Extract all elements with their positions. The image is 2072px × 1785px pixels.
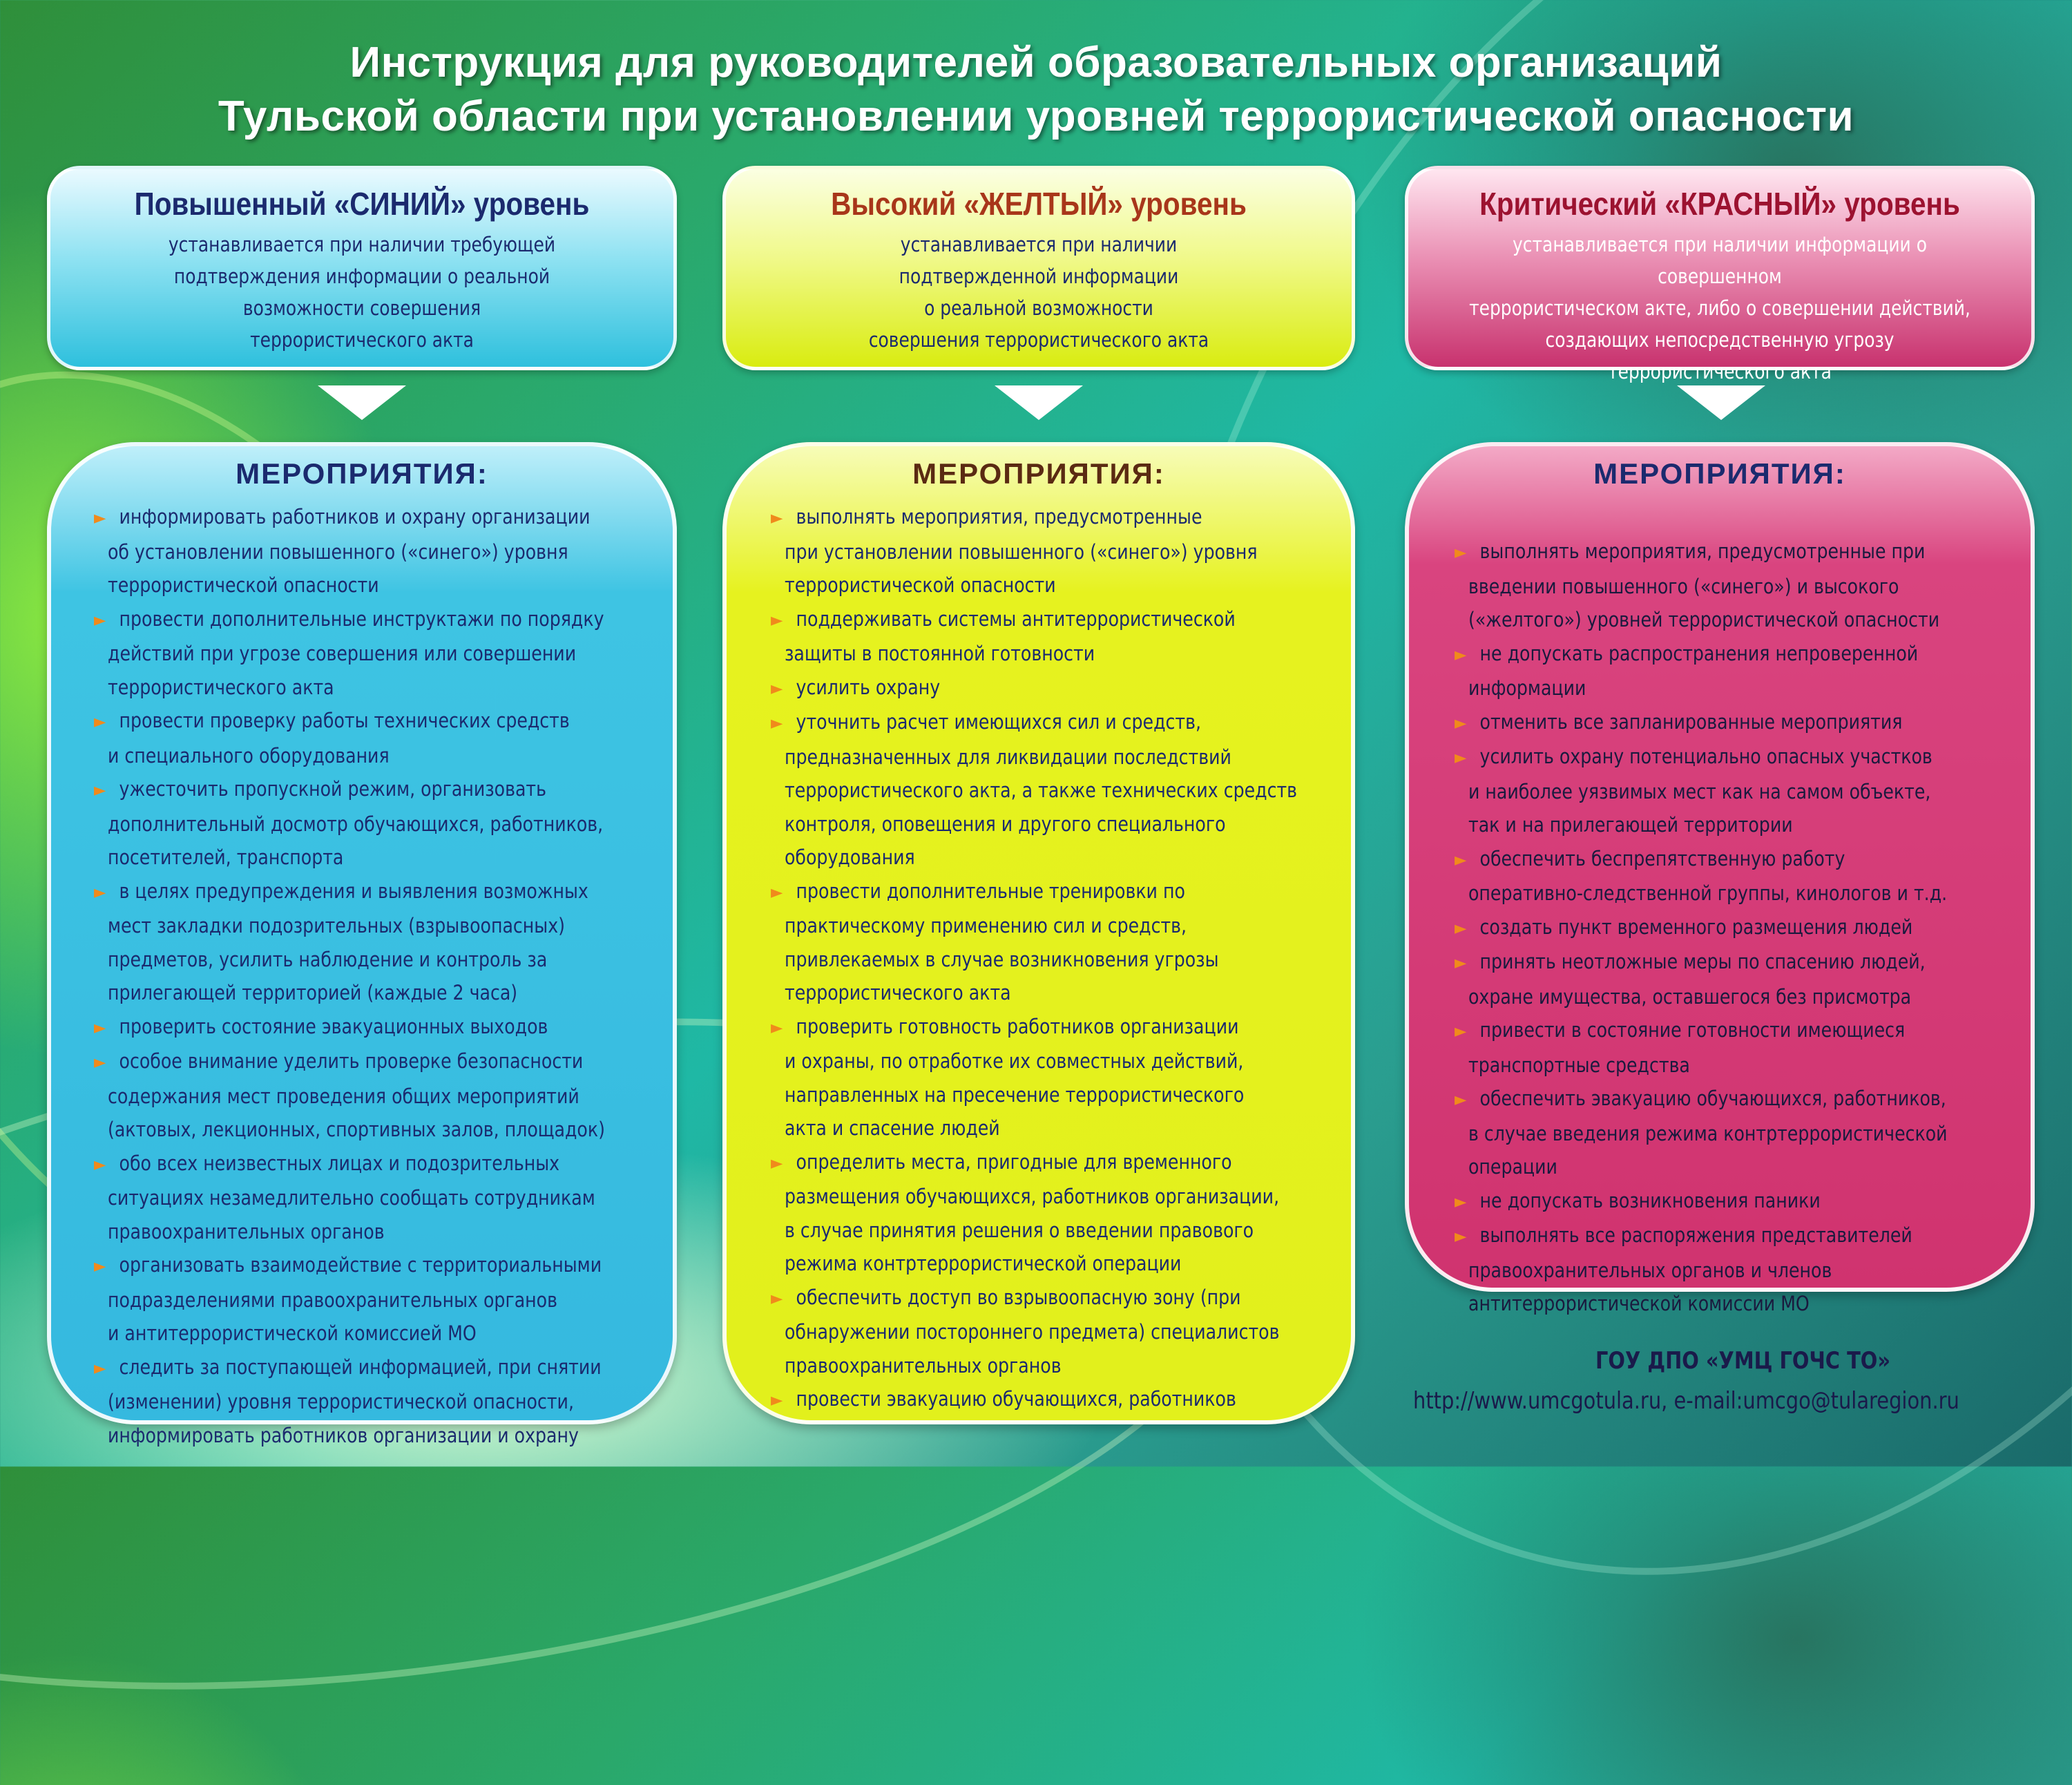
measure-item-continuation (108, 1385, 672, 1419)
measure-text: контроля, оповещения и другого специального (785, 812, 1226, 836)
footer-contacts: http://www.umcgotula.ru, e-mail:umcgo@tularegion.ru (1413, 1387, 1959, 1415)
level-header-blue (47, 166, 677, 370)
measure-item-continuation (785, 1044, 1350, 1078)
measure-item (771, 1145, 1336, 1181)
measure-item (1455, 637, 2016, 672)
measure-item (94, 1147, 658, 1182)
bullet-arrow-icon: ► (771, 713, 783, 734)
measure-item-continuation (1468, 1287, 2030, 1321)
measure-item-continuation (785, 943, 1350, 977)
measure-text: правоохранительных органов и членов (1468, 1258, 1832, 1282)
measure-item (1455, 910, 2016, 946)
measures-list-red (1455, 535, 2031, 1321)
measure-text: обо всех неизвестных лицах и подозрительных (119, 1151, 560, 1175)
level-desc-line: устанавливается при наличии информации о совершенном (1513, 233, 1927, 288)
measure-item (94, 500, 658, 535)
measure-item-continuation (108, 637, 672, 671)
measure-text: террористического акта (108, 675, 334, 699)
measure-item-continuation (108, 808, 672, 841)
measure-text: усилить охрану (796, 675, 941, 699)
measure-item-continuation (785, 741, 1350, 774)
measure-item-continuation (108, 671, 672, 705)
measure-text: содержания мест проведения общих мероприятий (108, 1084, 579, 1108)
bullet-arrow-icon: ► (94, 1256, 106, 1277)
measure-text: террористического акта (785, 981, 1011, 1004)
measure-text: проверить состояние эвакуационных выходов (119, 1014, 548, 1038)
bullet-arrow-icon: ► (94, 1154, 106, 1175)
level-title-yellow: Высокий «ЖЕЛТЫЙ» уровень (831, 186, 1247, 222)
measure-text: практическому применению сил и средств, (785, 914, 1187, 937)
measure-text: правоохранительных органов (108, 1219, 385, 1243)
bullet-arrow-icon: ► (1455, 1089, 1467, 1110)
page-title (0, 36, 2072, 144)
measure-item (771, 500, 1336, 535)
level-title-red: Критический «КРАСНЫЙ» уровень (1479, 186, 1960, 222)
bullet-arrow-icon: ► (94, 609, 106, 631)
measure-text: ситуациях незамедлительно сообщать сотрудникам (108, 1186, 595, 1210)
measure-text: режима контртеррористической операции (785, 1252, 1182, 1275)
bullet-arrow-icon: ► (771, 1152, 783, 1174)
level-desc-blue (102, 229, 622, 356)
measure-item-continuation (108, 909, 672, 943)
measure-text: об установлении повышенного («синего») уровня (108, 540, 568, 564)
measures-list-blue (94, 500, 673, 1452)
measure-item-continuation (108, 841, 672, 875)
measure-item-continuation (785, 1315, 1350, 1349)
measure-item-continuation (108, 976, 672, 1010)
measure-item-continuation (785, 1214, 1350, 1248)
level-desc-line: совершения террористического акта (868, 328, 1209, 352)
measure-text: выполнять все распоряжения представителей (1479, 1223, 1912, 1247)
measure-text: провести проверку работы технических средств (119, 709, 570, 732)
measure-text: (изменении) уровня террористической опасности, (108, 1390, 574, 1413)
measure-item (94, 875, 658, 910)
measure-text: информировать работников и охрану организации (119, 505, 591, 528)
measure-item (94, 704, 658, 739)
measure-item-continuation (785, 774, 1350, 808)
arrow-down-icon (1677, 385, 1765, 420)
measure-text: организовать взаимодействие с территориальными (119, 1253, 602, 1277)
bullet-arrow-icon: ► (771, 609, 783, 631)
measure-item (94, 772, 658, 808)
measure-item (1455, 1184, 2016, 1219)
measure-text: поддерживать системы антитеррористической (796, 607, 1236, 631)
measure-item (1455, 535, 2016, 570)
measure-item-continuation (785, 841, 1350, 875)
bullet-arrow-icon: ► (1455, 1191, 1467, 1212)
measure-item-continuation (1468, 775, 2030, 809)
measure-item (1455, 842, 2016, 877)
measure-item-continuation (785, 1247, 1350, 1281)
measure-text: обнаружении постороннего предмета) специалистов (785, 1320, 1280, 1344)
measure-text: обеспечить беспрепятственную работу (1479, 846, 1845, 870)
bullet-arrow-icon: ► (94, 508, 106, 528)
measure-text: антитеррористической комиссии МО (1468, 1292, 1810, 1315)
measure-item (1455, 740, 2016, 775)
measure-text: провести дополнительные тренировки по (796, 879, 1185, 903)
measure-text: дополнительный досмотр обучающихся, работников, (108, 812, 604, 836)
measure-text: правоохранительных органов (785, 1353, 1062, 1377)
measure-item-continuation (1468, 1150, 2030, 1184)
measure-item (1455, 945, 2016, 980)
measure-item (771, 1281, 1336, 1316)
level-desc-line: устанавливается при наличии (900, 233, 1178, 256)
measure-text: террористического акта, а также технических средств (785, 779, 1298, 802)
bullet-arrow-icon: ► (1455, 712, 1467, 734)
measures-panel-red (1405, 442, 2035, 1315)
measure-text: отменить все запланированные мероприятия (1479, 709, 1903, 734)
measure-text: размещения обучающихся, работников организации, (785, 1185, 1280, 1208)
level-desc-line: устанавливается при наличии требующей (168, 233, 556, 256)
measure-text: информации (1468, 676, 1586, 700)
measure-text: выполнять мероприятия, предусмотренные (796, 505, 1202, 528)
level-header-yellow (722, 166, 1355, 370)
measure-text: проверить готовность работников организации (796, 1014, 1239, 1038)
bullet-arrow-icon: ► (771, 508, 783, 528)
bullet-arrow-icon: ► (1455, 953, 1467, 973)
title-line-2: Тульской области при установлении уровней террористической опасности (218, 93, 1854, 140)
measure-item (771, 1010, 1336, 1045)
measure-item (1455, 1219, 2016, 1254)
measure-item-continuation (785, 1180, 1350, 1214)
level-desc-line: террористического акта (1608, 360, 1832, 383)
bullet-arrow-icon: ► (1455, 542, 1467, 563)
measures-list-yellow (771, 500, 1351, 1418)
measure-text: уточнить расчет имеющихся сил и средств, (796, 710, 1201, 734)
title-line-1: Инструкция для руководителей образовательных организаций (349, 39, 1723, 86)
bullet-arrow-icon: ► (1455, 1021, 1467, 1042)
measure-item (771, 705, 1336, 741)
measure-item-continuation (108, 535, 672, 569)
measure-item-continuation (1468, 1117, 2030, 1151)
measure-item-continuation (785, 569, 1350, 602)
measure-item-continuation (108, 1113, 672, 1147)
measure-item-continuation (1468, 877, 2030, 910)
bullet-arrow-icon: ► (1455, 644, 1467, 665)
measure-text: и антитеррористической комиссией МО (108, 1321, 477, 1345)
measures-title-blue: МЕРОПРИЯТИЯ: (236, 457, 488, 490)
measure-text: информировать работников организации и охрану (108, 1423, 579, 1447)
measure-item (94, 1350, 658, 1386)
measure-item-continuation (108, 1317, 672, 1350)
measure-text: мест закладки подозрительных (взрывоопасных) (108, 914, 566, 937)
measure-text: оборудования (785, 846, 915, 869)
level-desc-line: подтвержденной информации (899, 265, 1179, 288)
measure-text: так и на прилегающей территории (1468, 813, 1793, 837)
measure-item (94, 1044, 658, 1080)
measure-text: ужесточить пропускной режим, организовать (119, 777, 547, 801)
measure-item-continuation (108, 1283, 672, 1317)
level-desc-yellow (778, 229, 1299, 356)
footer-org: ГОУ ДПО «УМЦ ГОЧС ТО» (1595, 1347, 1891, 1375)
measure-text: и наиболее уязвимых мест как на самом объекте, (1468, 779, 1931, 803)
measure-text: особое внимание уделить проверке безопасности (119, 1049, 584, 1073)
measure-item (771, 875, 1336, 910)
measure-text: обеспечить доступ во взрывоопасную зону (при (796, 1285, 1241, 1309)
measure-item (771, 1382, 1336, 1418)
measure-item-continuation (108, 1080, 672, 1114)
level-title-blue: Повышенный «СИНИЙ» уровень (134, 186, 590, 222)
measure-text: оперативно-следственной группы, кинологов и т.д. (1468, 881, 1948, 905)
measure-text: защиты в постоянной готовности (785, 642, 1095, 665)
measure-item-continuation (785, 808, 1350, 841)
measure-item (1455, 1082, 2016, 1117)
measure-text: при установлении повышенного («синего») уровня (785, 540, 1258, 564)
level-desc-red (1460, 229, 1979, 388)
measure-text: операции (1468, 1155, 1557, 1178)
measure-item-continuation (785, 909, 1350, 943)
measure-text: следить за поступающей информацией, при снятии (119, 1355, 602, 1379)
measure-text: охране имущества, оставшегося без присмотра (1468, 984, 1912, 1009)
measure-text: в случае принятия решения о введении правового (785, 1218, 1254, 1242)
measure-text: и специального оборудования (108, 743, 390, 767)
measure-item (771, 671, 1336, 706)
measure-item-continuation (1468, 808, 2030, 842)
measure-text: («желтого») уровней террористической опасности (1468, 608, 1940, 631)
bullet-arrow-icon: ► (1455, 747, 1467, 768)
measures-panel-blue (47, 442, 677, 1447)
bullet-arrow-icon: ► (94, 1052, 106, 1073)
bullet-arrow-icon: ► (1455, 1226, 1467, 1247)
measure-text: принять неотложные меры по спасению людей, (1479, 950, 1926, 973)
measure-item-continuation (108, 1215, 672, 1249)
level-desc-line: террористического акта (250, 328, 474, 352)
measure-item-continuation (1468, 671, 2030, 705)
measure-text: прилегающей территорией (каждые 2 часа) (108, 981, 518, 1004)
level-desc-line: подтверждения информации о реальной (173, 265, 550, 288)
bullet-arrow-icon: ► (94, 1357, 106, 1379)
measure-item-continuation (1468, 1254, 2030, 1288)
measure-item-continuation (785, 535, 1350, 569)
measure-item (94, 1010, 658, 1045)
bullet-arrow-icon: ► (771, 1017, 783, 1038)
measures-title-yellow: МЕРОПРИЯТИЯ: (912, 457, 1165, 490)
arrow-down-icon (318, 385, 406, 420)
measure-text: направленных на пресечение террористического (785, 1082, 1245, 1107)
level-desc-line: создающих непосредственную угрозу (1545, 328, 1894, 352)
level-desc-line: о реальной возможности (924, 296, 1153, 320)
measure-text: акта и спасение людей (785, 1116, 1000, 1140)
measure-text: подразделениями правоохранительных органов (108, 1288, 557, 1312)
measure-item-continuation (108, 1181, 672, 1215)
measure-text: в случае введения режима контртеррористической (1468, 1121, 1948, 1145)
measure-text: привлекаемых в случае возникновения угрозы (785, 947, 1219, 971)
measure-text: провести дополнительные инструктажи по порядку (119, 607, 604, 631)
measure-text: введении повышенного («синего») и высокого (1468, 574, 1899, 598)
level-header-red (1405, 166, 2035, 383)
measure-text: действий при угрозе совершения или совершении (108, 642, 577, 665)
measure-text: выполнять мероприятия, предусмотренные при (1479, 540, 1926, 563)
bullet-arrow-icon: ► (1455, 917, 1467, 939)
measure-item-continuation (785, 976, 1350, 1010)
measure-item (1455, 1013, 2016, 1049)
measure-item-continuation (1468, 603, 2030, 637)
measure-item (94, 602, 658, 638)
measure-text: в целях предупреждения и выявления возможных (119, 879, 588, 903)
measure-text: террористической опасности (785, 573, 1056, 597)
measure-text: провести эвакуацию обучающихся, работников (796, 1387, 1236, 1411)
measure-text: (актовых, лекционных, спортивных залов, площадок) (108, 1118, 605, 1141)
measure-text: предназначенных для ликвидации последствий (785, 745, 1231, 769)
measure-text: террористической опасности (108, 573, 379, 597)
arrow-down-icon (995, 385, 1083, 420)
bullet-arrow-icon: ► (94, 1017, 106, 1038)
bullet-arrow-icon: ► (771, 1390, 783, 1411)
measure-text: не допускать возникновения паники (1479, 1188, 1821, 1212)
bullet-arrow-icon: ► (771, 678, 783, 699)
measure-text: обеспечить эвакуацию обучающихся, работников, (1479, 1087, 1946, 1110)
measure-item (94, 1248, 658, 1283)
measure-text: усилить охрану потенциально опасных участков (1479, 745, 1932, 768)
measures-panel-yellow (722, 442, 1355, 1424)
measure-text: посетителей, транспорта (108, 846, 344, 869)
measure-text: не допускать распространения непроверенной (1479, 641, 1919, 665)
bullet-arrow-icon: ► (94, 881, 106, 903)
measure-item-continuation (108, 943, 672, 977)
measure-item-continuation (108, 739, 672, 773)
measure-text: привести в состояние готовности имеющиеся (1479, 1018, 1906, 1042)
measure-item-continuation (108, 1419, 672, 1453)
measure-item-continuation (1468, 570, 2030, 604)
measure-text: предметов, усилить наблюдение и контроль за (108, 947, 548, 971)
level-desc-line: террористическом акте, либо о совершении действий, (1469, 296, 1970, 320)
measure-text: определить места, пригодные для временного (796, 1149, 1232, 1174)
bullet-arrow-icon: ► (94, 780, 106, 801)
measure-item-continuation (785, 637, 1350, 671)
measure-item-continuation (1468, 980, 2030, 1014)
measure-item-continuation (785, 1349, 1350, 1383)
bullet-arrow-icon: ► (771, 1288, 783, 1309)
measure-item-continuation (1468, 1049, 2030, 1082)
measure-item-continuation (785, 1078, 1350, 1112)
bullet-arrow-icon: ► (1455, 849, 1467, 870)
measure-text: создать пункт временного размещения людей (1479, 915, 1913, 939)
measure-text: и охраны, по отработке их совместных действий, (785, 1049, 1244, 1073)
measure-item (1455, 705, 2016, 741)
bullet-arrow-icon: ► (94, 712, 106, 732)
measure-item-continuation (108, 569, 672, 602)
bullet-arrow-icon: ► (771, 881, 783, 903)
measure-item-continuation (785, 1111, 1350, 1145)
measure-text: транспортные средства (1468, 1053, 1690, 1077)
measures-title-red: МЕРОПРИЯТИЯ: (1593, 457, 1846, 490)
level-desc-line: возможности совершения (242, 296, 481, 320)
measure-item (771, 602, 1336, 638)
